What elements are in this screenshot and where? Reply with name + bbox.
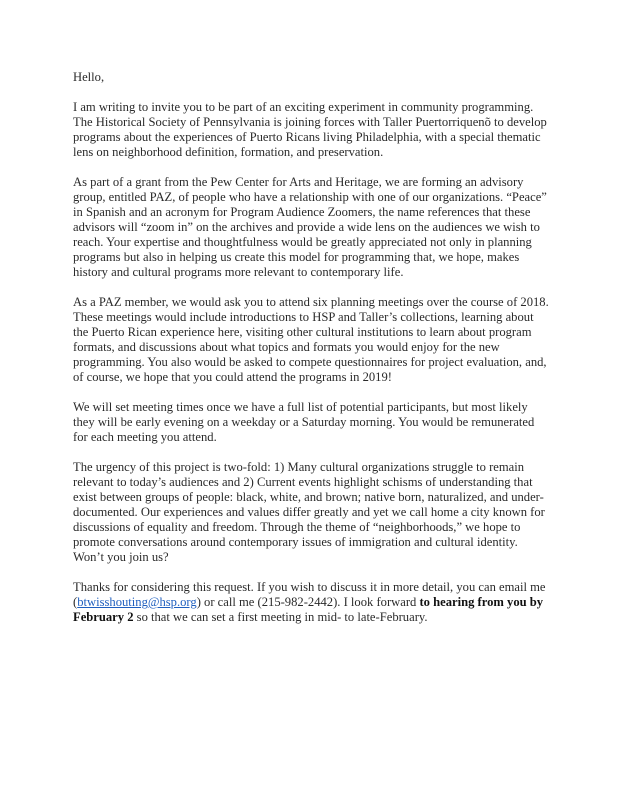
paragraph-urgency: The urgency of this project is two-fold: 1) Many cultural organizations struggle to remain relevant to today’s audiences and 2) Current events highlight schisms of understanding that exist between groups of people: black, white, and brown; native born, naturalized, and under-documented. Our experiences and values differ greatly and yet we call home a city known for discussions of equality and freedom. Through the theme of “neighborhoods,” we hope to promote conversations around contemporary issues of immigration and cultural identity. Won’t you join us? xyxy=(73,460,545,564)
paragraph-closing xyxy=(73,580,551,625)
response-deadline: to hearing from you by February 2 xyxy=(73,595,544,624)
paragraph-member-commitments: As a PAZ member, we would ask you to attend six planning meetings over the course of 2018. These meetings would include introductions to HSP and Taller’s collections, learning about the Puerto Rican experience here, visiting other cultural institutions to learn about program formats, and discussions about what topics and formats you would enjoy for the new programming. You also would be asked to compete questionnaires for project evaluation, and, of course, we hope that you could attend the programs in 2019! xyxy=(73,295,549,384)
greeting: Hello, xyxy=(73,70,105,84)
letter-body xyxy=(73,70,551,640)
email-link[interactable]: btwisshouting@hsp.org xyxy=(77,595,197,609)
closing-text-after-email: ) or call me (215-982-2442). I look forward xyxy=(196,595,420,609)
closing-text-end: so that we can set a first meeting in mid- to late-February. xyxy=(133,610,428,624)
closing-text-before-email: Thanks for considering this request. If you wish to discuss it in more detail, you can email me ( xyxy=(73,580,546,609)
paragraph-invitation: I am writing to invite you to be part of an exciting experiment in community programming. The Historical Society of Pennsylvania is joining forces with Taller Puertorriquenõ to develop programs about the experiences of Puerto Ricans living Philadelphia, with a special thematic lens on neighborhood definition, formation, and preservation. xyxy=(73,100,547,159)
paragraph-paz-advisory-group: As part of a grant from the Pew Center for Arts and Heritage, we are forming an advisory group, entitled PAZ, of people who have a relationship with one of our organizations. “Peace” in Spanish and an acronym for Program Audience Zoomers, the name references that these advisors will “zoom in” on the archives and provide a wide lens on the audiences we wish to reach. Your expertise and thoughtfulness would be greatly appreciated not only in planning programs but also in helping us create this model for programming that, we hope, makes history and cultural programs more relevant to contemporary life. xyxy=(73,175,547,279)
paragraph-meeting-times: We will set meeting times once we have a full list of potential participants, but most likely they will be early evening on a weekday or a Saturday morning. You would be remunerated for each meeting you attend. xyxy=(73,400,535,444)
